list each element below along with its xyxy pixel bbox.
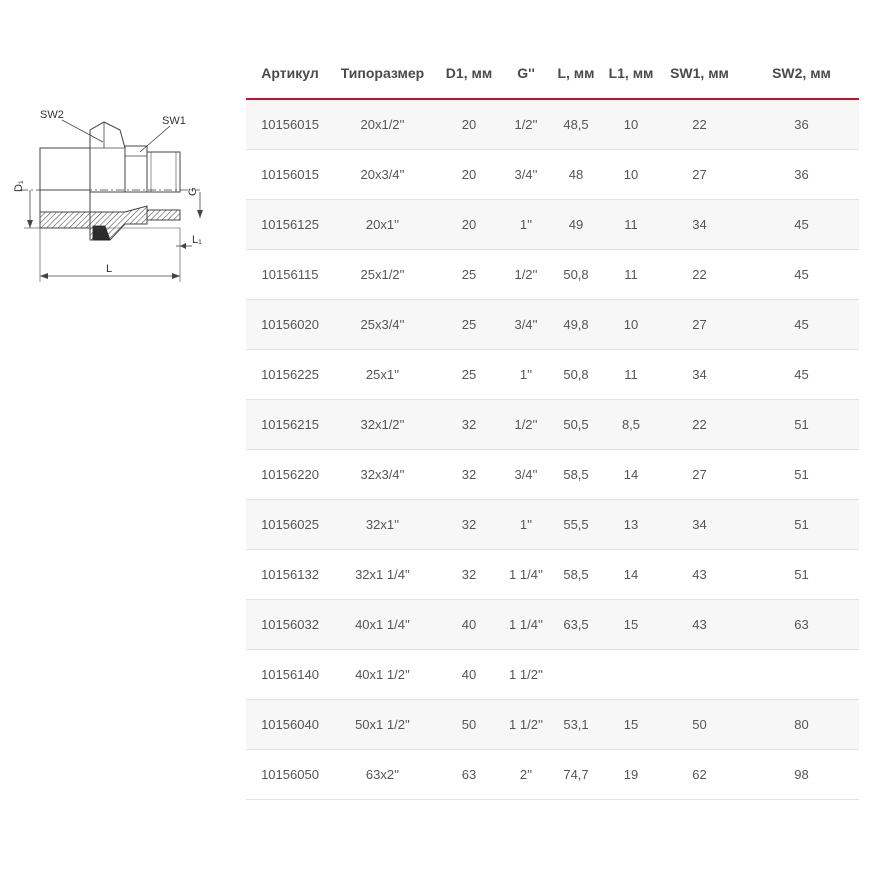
cell-d1: 20 [431, 99, 507, 150]
table-row [246, 600, 859, 650]
cell-sw2: 45 [744, 350, 859, 400]
cell-l1: 10 [607, 150, 655, 200]
cell-sw1: 50 [655, 700, 744, 750]
cell-size: 50x1 1/2'' [334, 700, 431, 750]
label-sw1: SW1 [162, 115, 186, 127]
cell-l: 49,8 [545, 300, 607, 350]
cell-l1: 15 [607, 600, 655, 650]
cell-l1: 11 [607, 250, 655, 300]
cell-sw2: 63 [744, 600, 859, 650]
table-row [246, 150, 859, 200]
spec-table [246, 48, 859, 800]
table-row [246, 250, 859, 300]
male-thread [147, 152, 180, 192]
cell-d1: 40 [431, 600, 507, 650]
cell-g: 1'' [507, 350, 545, 400]
cell-g: 1'' [507, 200, 545, 250]
cell-l1: 19 [607, 750, 655, 800]
header-l: L, мм [545, 48, 607, 99]
cell-sw1: 22 [655, 99, 744, 150]
label-d1: D₁ [13, 180, 25, 192]
table-row [246, 550, 859, 600]
table-body [246, 99, 859, 800]
header-l1: L1, мм [607, 48, 655, 99]
section-hatch-socket [40, 212, 90, 228]
cell-sw1: 43 [655, 550, 744, 600]
cell-l: 48 [545, 150, 607, 200]
cell-sw2 [744, 650, 859, 700]
cell-l: 63,5 [545, 600, 607, 650]
cell-g: 1 1/4'' [507, 550, 545, 600]
table-header-row [246, 48, 859, 99]
cell-sw2: 51 [744, 550, 859, 600]
table-row [246, 500, 859, 550]
header-size: Типоразмер [334, 48, 431, 99]
socket-body [40, 148, 90, 190]
cell-size: 20x3/4'' [334, 150, 431, 200]
cell-d1: 32 [431, 450, 507, 500]
cell-size: 25x1/2'' [334, 250, 431, 300]
cell-g: 1 1/2'' [507, 650, 545, 700]
cell-sw1 [655, 650, 744, 700]
table-row [246, 450, 859, 500]
cell-article: 10156025 [246, 500, 334, 550]
cell-size: 40x1 1/2'' [334, 650, 431, 700]
cell-sw1: 22 [655, 250, 744, 300]
cell-article: 10156040 [246, 700, 334, 750]
cell-article: 10156225 [246, 350, 334, 400]
cell-g: 3/4'' [507, 300, 545, 350]
cell-l1: 10 [607, 300, 655, 350]
cell-article: 10156220 [246, 450, 334, 500]
cell-size: 32x1 1/4'' [334, 550, 431, 600]
hex-sw1 [125, 146, 147, 192]
cell-article: 10156140 [246, 650, 334, 700]
cell-sw2: 45 [744, 250, 859, 300]
header-sw2: SW2, мм [744, 48, 859, 99]
cell-sw1: 34 [655, 350, 744, 400]
cell-g: 1 1/2'' [507, 700, 545, 750]
table-row [246, 300, 859, 350]
header-g: G'' [507, 48, 545, 99]
cell-d1: 20 [431, 200, 507, 250]
cell-d1: 50 [431, 700, 507, 750]
header-article: Артикул [246, 48, 334, 99]
fitting-drawing [10, 100, 210, 290]
cell-article: 10156015 [246, 150, 334, 200]
cell-l1 [607, 650, 655, 700]
cell-d1: 25 [431, 250, 507, 300]
cell-sw1: 27 [655, 450, 744, 500]
cell-l: 58,5 [545, 550, 607, 600]
cell-d1: 25 [431, 350, 507, 400]
cell-sw2: 36 [744, 99, 859, 150]
cell-l: 53,1 [545, 700, 607, 750]
fitting-diagram [10, 100, 210, 290]
cell-sw1: 34 [655, 500, 744, 550]
cell-article: 10156020 [246, 300, 334, 350]
cell-sw1: 34 [655, 200, 744, 250]
table-row [246, 650, 859, 700]
cell-l1: 15 [607, 700, 655, 750]
union-nut [90, 122, 125, 192]
cell-sw2: 51 [744, 450, 859, 500]
cell-sw2: 45 [744, 300, 859, 350]
cell-l: 58,5 [545, 450, 607, 500]
header-d1: D1, мм [431, 48, 507, 99]
cell-g: 3/4'' [507, 150, 545, 200]
cell-sw1: 27 [655, 150, 744, 200]
cell-article: 10156115 [246, 250, 334, 300]
cell-sw2: 51 [744, 400, 859, 450]
cell-d1: 32 [431, 550, 507, 600]
label-sw2: SW2 [40, 109, 64, 121]
cell-l1: 14 [607, 550, 655, 600]
cell-sw1: 62 [655, 750, 744, 800]
cell-article: 10156032 [246, 600, 334, 650]
cell-sw2: 45 [744, 200, 859, 250]
table-row [246, 200, 859, 250]
cell-article: 10156015 [246, 99, 334, 150]
label-l1: L₁ [192, 234, 202, 246]
cell-article: 10156050 [246, 750, 334, 800]
cell-size: 32x1/2'' [334, 400, 431, 450]
cell-l: 55,5 [545, 500, 607, 550]
table-row [246, 99, 859, 150]
cell-size: 32x3/4'' [334, 450, 431, 500]
cell-g: 3/4'' [507, 450, 545, 500]
cell-article: 10156215 [246, 400, 334, 450]
cell-sw2: 51 [744, 500, 859, 550]
cell-sw1: 43 [655, 600, 744, 650]
cell-article: 10156132 [246, 550, 334, 600]
cell-l: 50,8 [545, 250, 607, 300]
cell-l1: 11 [607, 200, 655, 250]
cell-l1: 10 [607, 99, 655, 150]
cell-l [545, 650, 607, 700]
cell-size: 20x1/2'' [334, 99, 431, 150]
header-sw1: SW1, мм [655, 48, 744, 99]
cell-sw2: 98 [744, 750, 859, 800]
cell-d1: 20 [431, 150, 507, 200]
section-hatch-thread [147, 210, 180, 220]
cell-l: 50,5 [545, 400, 607, 450]
cell-d1: 25 [431, 300, 507, 350]
cell-sw2: 36 [744, 150, 859, 200]
cell-d1: 32 [431, 400, 507, 450]
cell-size: 20x1'' [334, 200, 431, 250]
table-row [246, 700, 859, 750]
cell-size: 25x3/4'' [334, 300, 431, 350]
cell-d1: 40 [431, 650, 507, 700]
cell-size: 40x1 1/4'' [334, 600, 431, 650]
cell-size: 63x2'' [334, 750, 431, 800]
cell-l: 74,7 [545, 750, 607, 800]
cell-g: 1/2'' [507, 99, 545, 150]
cell-sw1: 22 [655, 400, 744, 450]
cell-sw1: 27 [655, 300, 744, 350]
cell-g: 2'' [507, 750, 545, 800]
cell-g: 1'' [507, 500, 545, 550]
table-row [246, 750, 859, 800]
cell-l1: 11 [607, 350, 655, 400]
cell-l: 49 [545, 200, 607, 250]
cell-g: 1/2'' [507, 250, 545, 300]
cell-l1: 13 [607, 500, 655, 550]
cell-sw2: 80 [744, 700, 859, 750]
cell-l: 50,8 [545, 350, 607, 400]
cell-size: 32x1'' [334, 500, 431, 550]
cell-d1: 63 [431, 750, 507, 800]
cell-d1: 32 [431, 500, 507, 550]
cell-l1: 14 [607, 450, 655, 500]
table-row [246, 350, 859, 400]
cell-g: 1/2'' [507, 400, 545, 450]
cell-l1: 8,5 [607, 400, 655, 450]
cell-article: 10156125 [246, 200, 334, 250]
cell-g: 1 1/4'' [507, 600, 545, 650]
label-l: L [106, 263, 113, 275]
label-g: G [187, 187, 199, 196]
table-row [246, 400, 859, 450]
cell-l: 48,5 [545, 99, 607, 150]
cell-size: 25x1'' [334, 350, 431, 400]
